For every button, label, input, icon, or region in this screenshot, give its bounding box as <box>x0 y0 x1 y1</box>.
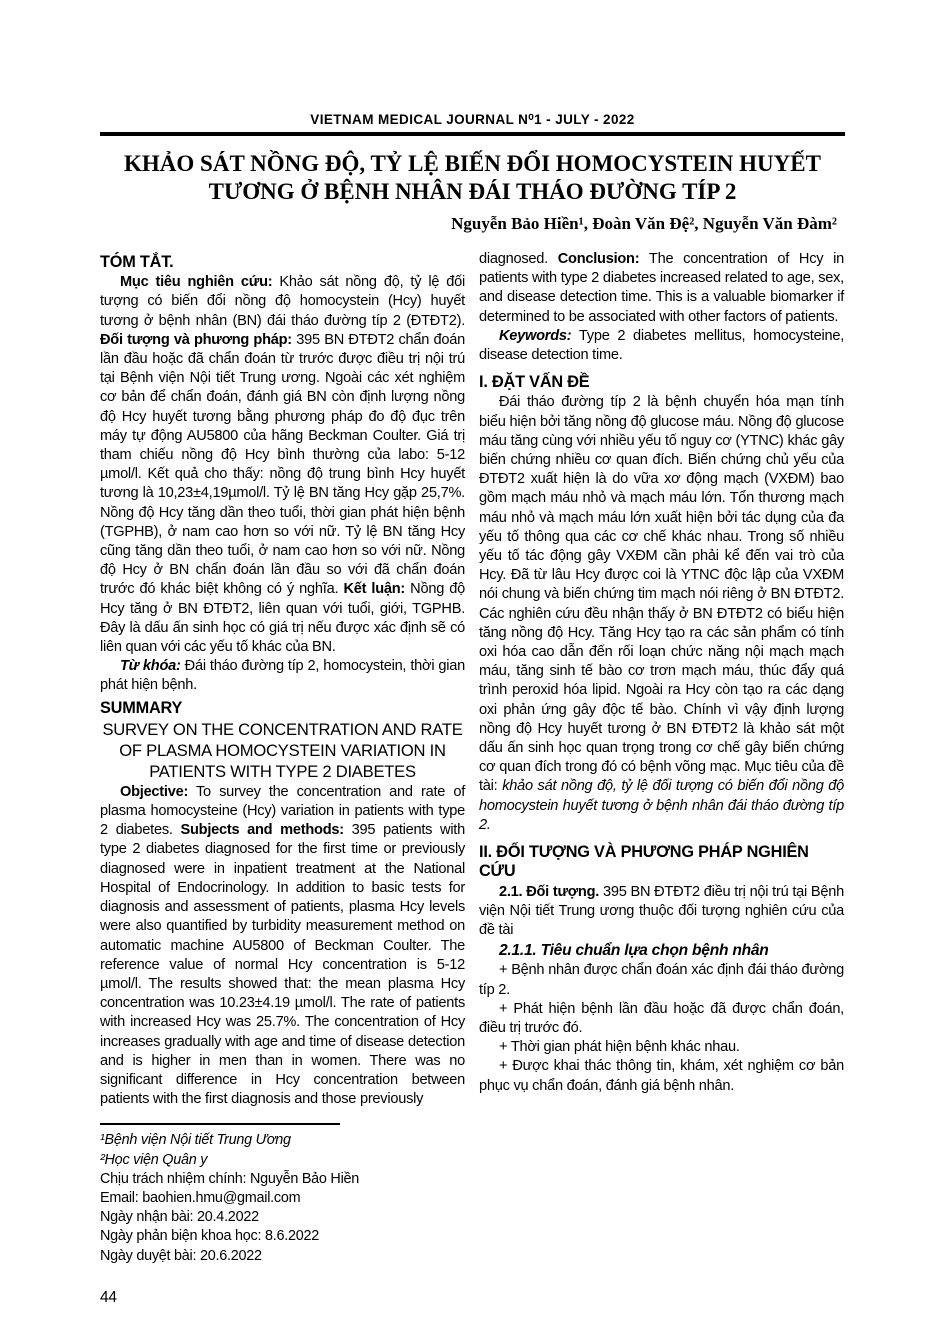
corresponding-author-line: Chịu trách nhiệm chính: Nguyễn Bảo Hiền <box>100 1170 360 1187</box>
reviewed-date-line: Ngày phản biện khoa học: 8.6.2022 <box>100 1228 319 1245</box>
left-column <box>100 250 465 1307</box>
abstract-objective-text: Khảo sát nồng độ, tỷ lệ đối tượng có biến đổi nồng độ homocystein (Hcy) huyết tương ở bệnh nhân (BN) đái tháo đường típ 2 (ĐTĐT2). <box>100 274 465 329</box>
subjects-label: 2.1. Đối tượng. <box>499 883 600 900</box>
two-column-body <box>100 250 845 1307</box>
subjects-paragraph <box>479 883 844 941</box>
methods-heading: II. ĐỐI TƯỢNG VÀ PHƯƠNG PHÁP NGHIÊN CỨU <box>479 843 809 881</box>
article-title: KHẢO SÁT NỒNG ĐỘ, TỶ LỆ BIẾN ĐỔI HOMOCYSTEIN HUYẾT TƯƠNG Ở BỆNH NHÂN ĐÁI THÁO ĐƯỜNG TÍP 2 <box>124 151 821 204</box>
abstract-conclusion-text: Nồng độ Hcy tăng ở BN ĐTĐT2, liên quan với tuổi, giới, TGPHB. Đây là dấu ấn sinh học có giá trị nếu được xác định sẽ có liên quan với các yếu tố khác của BN. <box>100 581 465 656</box>
summary-conclusion-text: The concentration of Hcy in patients with type 2 diabetes increased related to age, sex, and disease detection time. This is a valuable biomarker if determined to be associated with other factors of patients. <box>479 251 844 325</box>
summary-methods-text: 395 patients with type 2 diabetes diagnosed for the first time or previously diagnosed were in inpatient treatment at the National Hospital of Endocrinology. In addition to basic tests for diagnosis and assessment of patients, plasma Hcy levels were also quantified by turbidity measurement method on automatic machine AU5800 of Beckman Coulter. The reference value of normal Hcy concentration is 5-12 µmol/l. The results showed that: the mean plasma Hcy concentration was 10.23±4.19 µmol/l. The rate of patients with increased Hcy was 25.7%. The concentration of Hcy increases gradually with age and time of disease detection and is higher in men than in women. There was no significant difference in Hcy concentration between patients with the first diagnosis and those previously <box>100 822 465 1108</box>
selection-criteria-heading: 2.1.1. Tiêu chuẩn lựa chọn bệnh nhân <box>499 942 769 960</box>
email-line: Email: baohien.hmu@gmail.com <box>100 1189 301 1206</box>
summary-conclusion-label: Conclusion: <box>557 251 640 267</box>
abstract-keywords-paragraph <box>100 657 465 695</box>
introduction-text: Đái tháo đường típ 2 là bệnh chuyển hóa mạn tính biểu hiện bởi tăng nồng độ glucose máu. Nồng độ glucose máu tăng cùng với nhiều yếu tố nguy cơ (YTNC) khác gây biến chứng nhiều cơ quan đích. Biến chứng chủ yếu của ĐTĐT2 xuất hiện là do vữa xơ động mạch (VXĐM) bao gồm mạch máu nhỏ và mạch máu lớn. Tổn thương mạch máu nhỏ và mạch máu lớn xuất hiện bởi tác dụng của đa yếu tố thông qua các cơ chế khác nhau. Trong số nhiều yếu tố tác động gây VXĐM cần phải kể đến vai trò của Hcy. Đã từ lâu Hcy được coi là YTNC độc lập của VXĐM nói chung và biến chứng tim mạch nói riêng ở BN ĐTĐT2. Các nghiên cứu đều nhận thấy ở BN ĐTĐT2 có biểu hiện tăng nồng độ Hcy. Tăng Hcy tạo ra các sản phẩm có tính oxi hóa cao dẫn đến rối loạn chức năng nội mạch mạch máu, tăng sinh tế bào cơ trơn mạch máu, thúc đẩy quá trình peroxid hóa lipid. Ngoài ra Hcy còn tạo ra các dạng oxi phản ứng gây độc tế bào. Chính vì vậy định lượng nồng độ Hcy huyết tương ở BN ĐTĐT2 là khảo sát một dấu ấn sinh học quan trọng trong cơ chế gây biến chứng cơ quan đích trong đó có bệnh võng mạc. Mục tiêu của đề tài: <box>479 394 844 795</box>
summary-methods-label: Subjects and methods: <box>180 822 344 839</box>
journal-header-text: VIETNAM MEDICAL JOURNAL N⁰1 - JULY - 2022 <box>310 112 635 127</box>
summary-continued-paragraph <box>479 250 844 327</box>
accepted-date-line: Ngày duyệt bài: 20.6.2022 <box>100 1247 262 1264</box>
summary-keywords-paragraph <box>479 327 844 365</box>
right-column <box>479 250 844 1307</box>
criteria-item-1: + Bệnh nhân được chẩn đoán xác định đái tháo đường típ 2. <box>479 962 844 998</box>
introduction-paragraph <box>479 393 844 835</box>
authors-line: Nguyễn Bảo Hiền¹, Đoàn Văn Đệ², Nguyễn Văn Đàm² <box>451 214 837 233</box>
summary-subtitle: SURVEY ON THE CONCENTRATION AND RATE OF PLASMA HOMOCYSTEIN VARIATION IN PATIENTS WITH TYPE 2 DIABETES <box>102 719 463 781</box>
footnote-divider <box>100 1123 340 1125</box>
criteria-item-2: + Phát hiện bệnh lần đầu hoặc đã được chẩn đoán, điều trị trước đó. <box>479 1000 844 1036</box>
abstract-objective-label: Mục tiêu nghiên cứu: <box>120 274 273 291</box>
abstract-methods-label: Đối tượng và phương pháp: <box>100 331 292 348</box>
abstract-keywords-text: Đái tháo đường típ 2, homocystein, thời gian phát hiện bệnh. <box>100 658 465 694</box>
summary-heading: SUMMARY <box>100 698 183 717</box>
criteria-item-4: + Được khai thác thông tin, khám, xét nghiệm cơ bản phục vụ chẩn đoán, đánh giá bệnh nhân. <box>479 1058 844 1094</box>
affiliation-2: ²Học viện Quân y <box>100 1151 208 1168</box>
summary-objective-label: Objective: <box>120 783 189 800</box>
summary-objective-text: To survey the concentration and rate of plasma homocysteine (Hcy) variation in patients with type 2 diabetes. <box>100 783 465 839</box>
page-number: 44 <box>100 1288 117 1306</box>
affiliation-1: ¹Bệnh viện Nội tiết Trung Ương <box>100 1132 291 1149</box>
introduction-heading: I. ĐẶT VẤN ĐỀ <box>479 373 590 392</box>
abstract-paragraph <box>100 273 465 657</box>
subjects-text: 395 BN ĐTĐT2 điều trị nội trú tại Bệnh viện Nội tiết Trung ương thuộc đối tượng nghiên cứu của đề tài <box>479 883 844 938</box>
summary-paragraph <box>100 783 465 1109</box>
abstract-heading: TÓM TẮT. <box>100 253 174 271</box>
introduction-objective-italic: khảo sát nồng độ, tỷ lệ đối tượng có biến đổi nồng độ homocystein huyết tương ở bệnh nhân đái tháo đường típ 2. <box>479 778 844 833</box>
abstract-keywords-label: Từ khóa: <box>120 658 181 675</box>
summary-keywords-text: Type 2 diabetes mellitus, homocysteine, disease detection time. <box>479 327 844 364</box>
summary-continued-text: diagnosed. <box>479 251 558 267</box>
abstract-methods-text: 395 BN ĐTĐT2 chẩn đoán lần đầu hoặc đã chẩn đoán từ trước được điều trị nội trú tại Bệnh viện Nội tiết Trung ương. Ngoài các xét nghiệm cơ bản để chẩn đoán, đánh giá BN còn định lượng nồng độ Hcy huyết tương bằng phương pháp đo độ đục trên máy tự động AU5800 của hãng Beckman Coulter. Giá trị tham chiếu nồng độ Hcy bình thường của labo: 5-12 µmol/l. Kết quả cho thấy: nồng độ trung bình Hcy huyết tương là 10,23±4,19µmol/l. Tỷ lệ BN tăng Hcy gặp 25,7%. Nồng độ Hcy tăng dần theo tuổi, thời gian phát hiện bệnh (TGPHB), ở nam cao hơn so với nữ. Tỷ lệ BN tăng Hcy cũng tăng dần theo tuổi, ở nam cao hơn so với nữ. Nồng độ Hcy ở BN chẩn đoán lần đầu so với đã chẩn đoán trước đó khác biệt không có ý nghĩa. <box>100 331 465 598</box>
journal-header <box>100 112 845 136</box>
received-date-line: Ngày nhận bài: 20.4.2022 <box>100 1209 259 1226</box>
summary-keywords-label: Keywords: <box>499 327 572 344</box>
criteria-item-3: + Thời gian phát hiện bệnh khác nhau. <box>499 1039 740 1056</box>
abstract-conclusion-label: Kết luận: <box>343 581 405 598</box>
footnote-block <box>100 1123 465 1265</box>
